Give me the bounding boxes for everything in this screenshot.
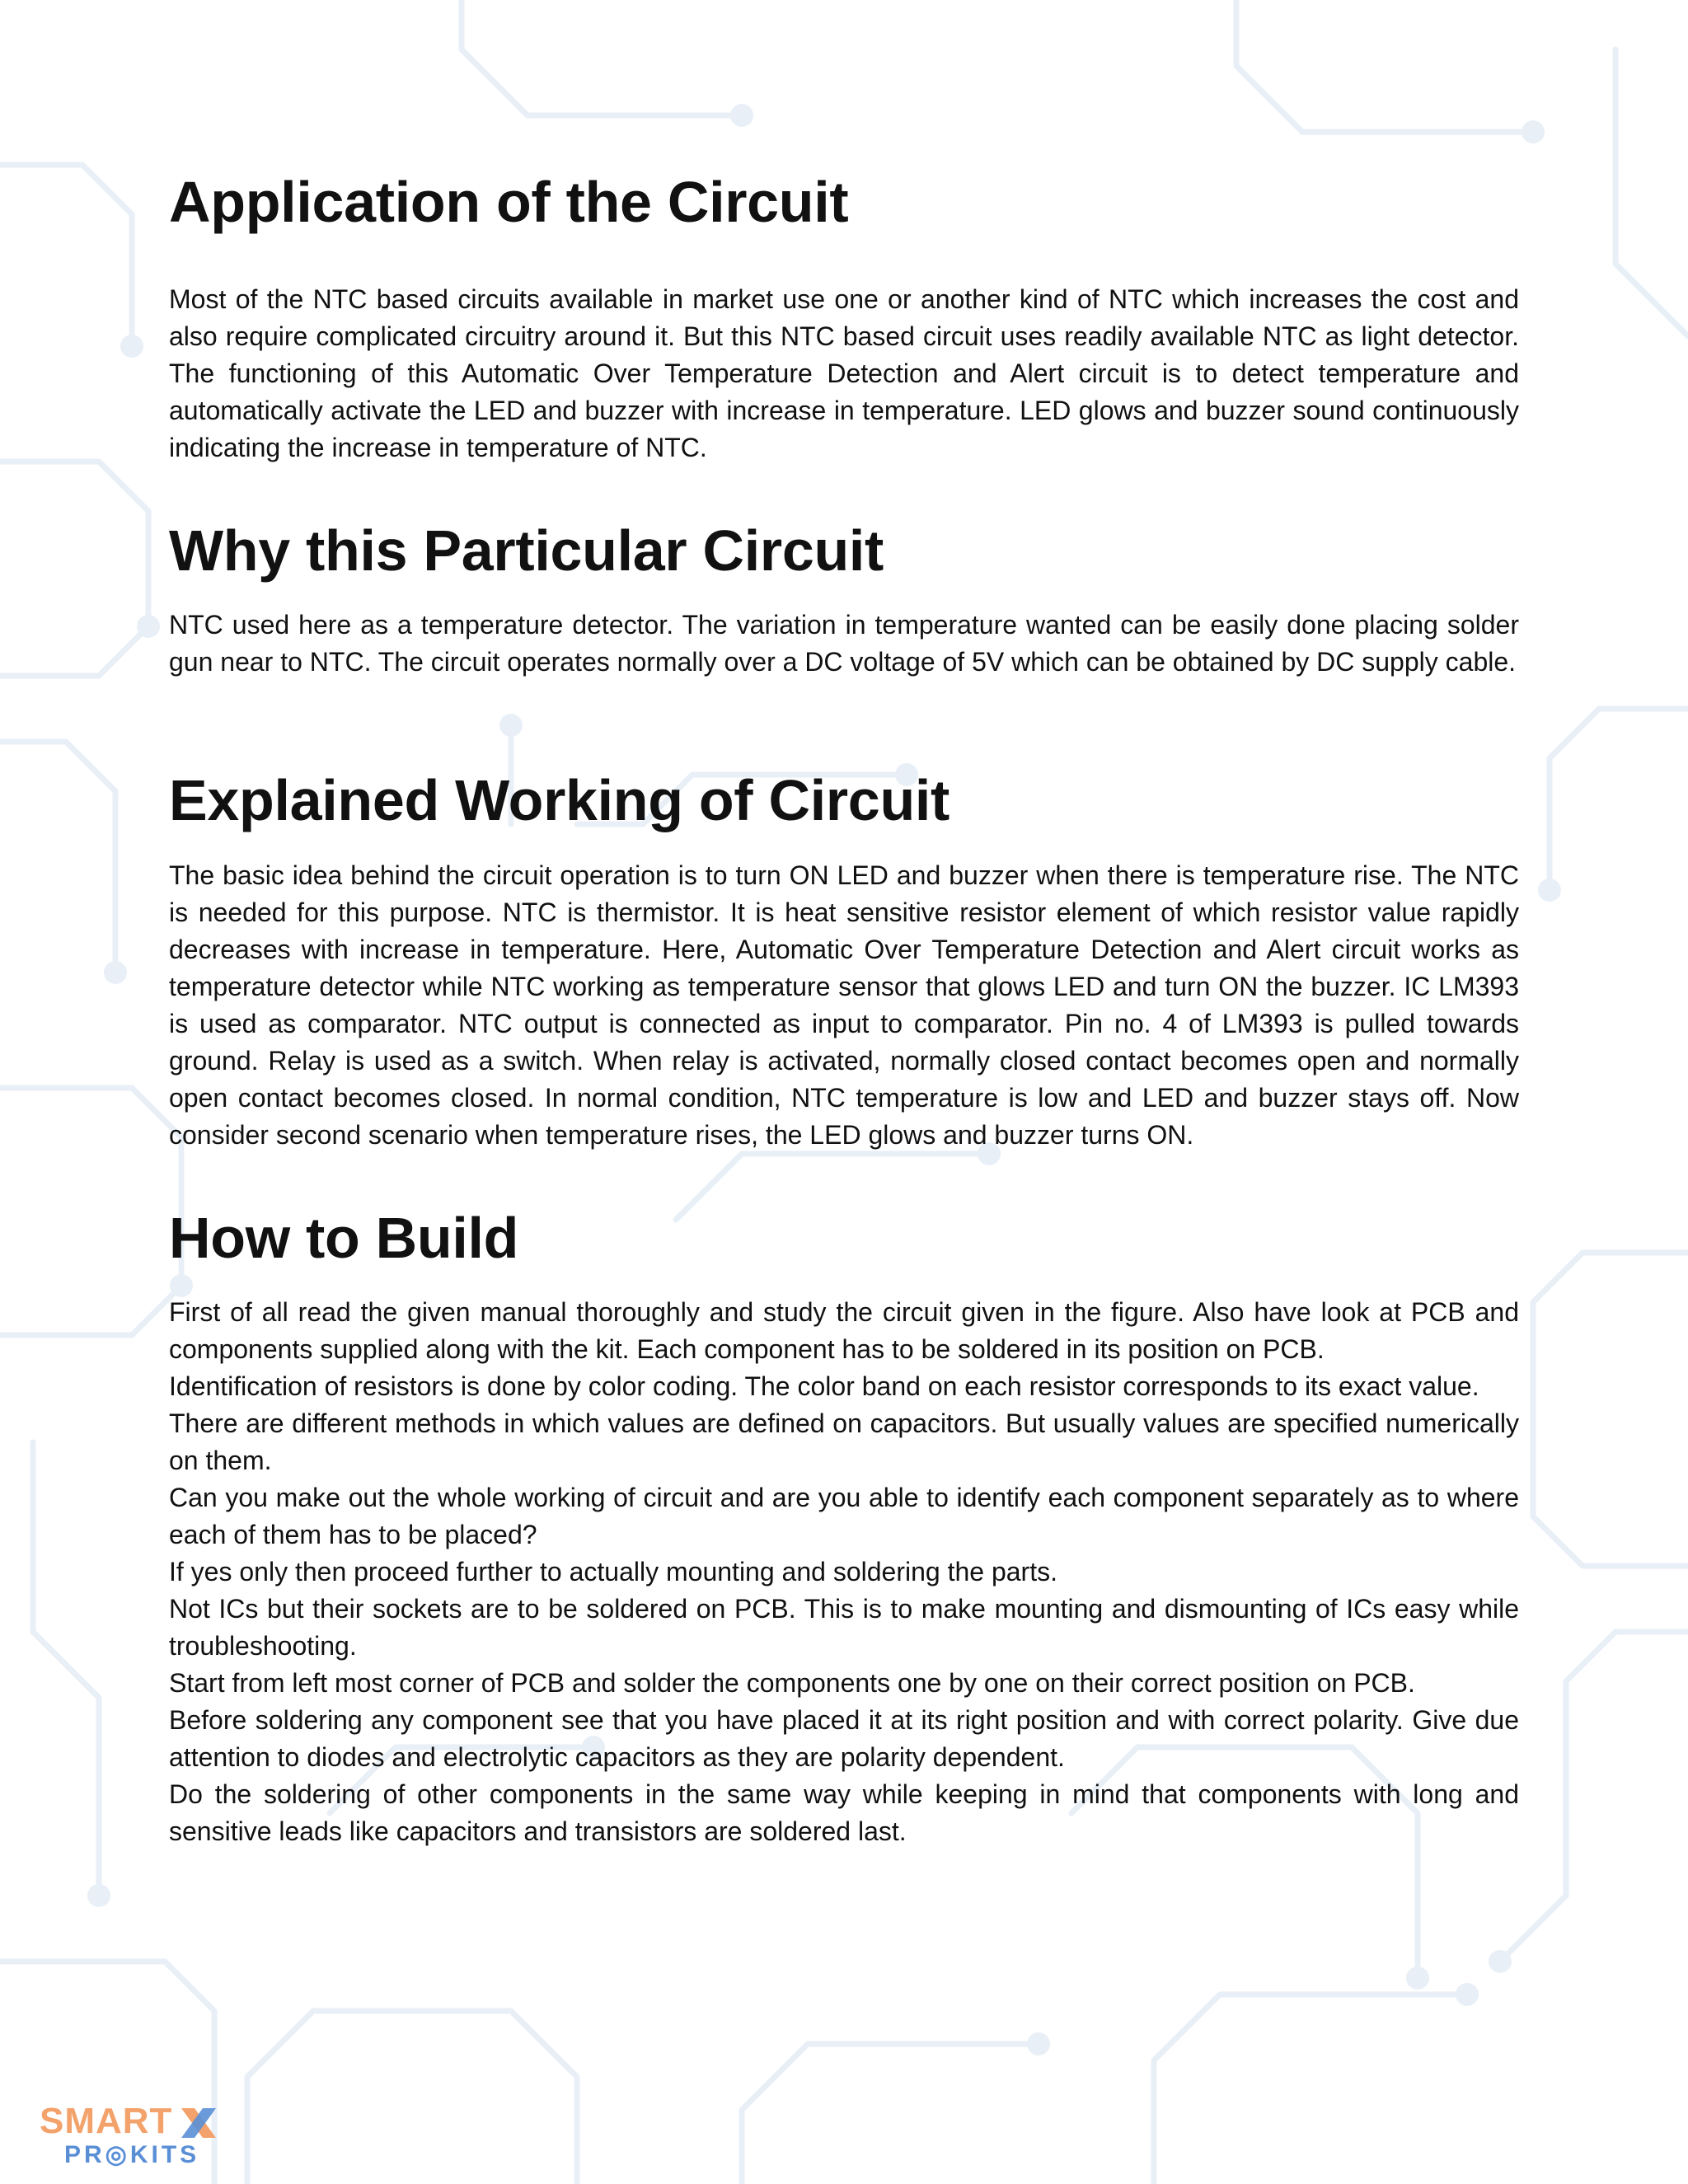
- paragraph: Not ICs but their sockets are to be soldered on PCB. This is to make mounting and dismounting of ICs easy while troubleshooting.: [169, 1594, 1519, 1661]
- smartx-prokits-logo: [40, 2102, 229, 2168]
- section-body: [169, 1294, 1519, 1850]
- document-body: [169, 169, 1519, 1850]
- section-heading: How to Build: [169, 1205, 519, 1270]
- section-body: [169, 281, 1519, 466]
- paragraph: Start from left most corner of PCB and solder the components one by one on their correct position on PCB.: [169, 1668, 1415, 1698]
- paragraph: There are different methods in which values are defined on capacitors. But usually values are specified numerically on them.: [169, 1408, 1519, 1475]
- paragraph: Before soldering any component see that you have placed it at its right position and with correct polarity. Give due attention to diodes and electrolytic capacitors as they are polarity dependent.: [169, 1705, 1519, 1772]
- section-body: [169, 607, 1519, 681]
- section-how-to-build: [169, 1205, 1519, 1851]
- paragraph: If yes only then proceed further to actually mounting and soldering the parts.: [169, 1557, 1057, 1586]
- section-application: [169, 169, 1519, 466]
- logo-wordmark-prokits: PR◎KITS: [64, 2141, 200, 2168]
- section-heading: Application of the Circuit: [169, 170, 849, 234]
- paragraph: Identification of resistors is done by color coding. The color band on each resistor corresponds to its exact value.: [169, 1371, 1479, 1401]
- paragraph: Can you make out the whole working of circuit and are you able to identify each component separately as to where each of them has to be placed?: [169, 1483, 1519, 1549]
- paragraph: The basic idea behind the circuit operation is to turn ON LED and buzzer when there is temperature rise. The NTC is needed for this purpose. NTC is thermistor. It is heat sensitive resistor element of which resistor value rapidly decreases with increase in temperature. Here, Automatic Over Temperature Detection and Alert circuit works as temperature detector while NTC working as temperature sensor that glows LED and turn ON the buzzer. IC LM393 is used as comparator. NTC output is connected as input to comparator. Pin no. 4 of LM393 is pulled towards ground. Relay is used as a switch. When relay is activated, normally closed contact becomes open and normally open contact becomes closed. In normal condition, NTC temperature is low and LED and buzzer stays off. Now consider second scenario when temperature rises, the LED glows and buzzer turns ON.: [169, 860, 1519, 1150]
- paragraph: NTC used here as a temperature detector. The variation in temperature wanted can be easily done placing solder gun near to NTC. The circuit operates normally over a DC voltage of 5V which can be obtained by DC supply cable.: [169, 610, 1519, 677]
- paragraph: Most of the NTC based circuits available in market use one or another kind of NTC which increases the cost and also require complicated circuitry around it. But this NTC based circuit uses readily available NTC as light detector. The functioning of this Automatic Over Temperature Detection and Alert circuit is to detect temperature and automatically activate the LED and buzzer with increase in temperature. LED glows and buzzer sound continuously indicating the increase in temperature of NTC.: [169, 284, 1519, 462]
- section-heading: Explained Working of Circuit: [169, 768, 950, 832]
- section-body: [169, 857, 1519, 1154]
- paragraph: First of all read the given manual thoroughly and study the circuit given in the figure. Also have look at PCB and components supplied along with the kit. Each component has to be soldered in its position on PCB.: [169, 1297, 1519, 1364]
- paragraph: Do the soldering of other components in the same way while keeping in mind that components with long and sensitive leads like capacitors and transistors are soldered last.: [169, 1779, 1519, 1846]
- logo-wordmark-smart: SMART: [40, 2101, 173, 2141]
- section-why-this-circuit: [169, 518, 1519, 682]
- logo-x-mark-icon: [180, 2107, 218, 2139]
- section-heading: Why this Particular Circuit: [169, 518, 884, 583]
- section-explained-working: [169, 767, 1519, 1154]
